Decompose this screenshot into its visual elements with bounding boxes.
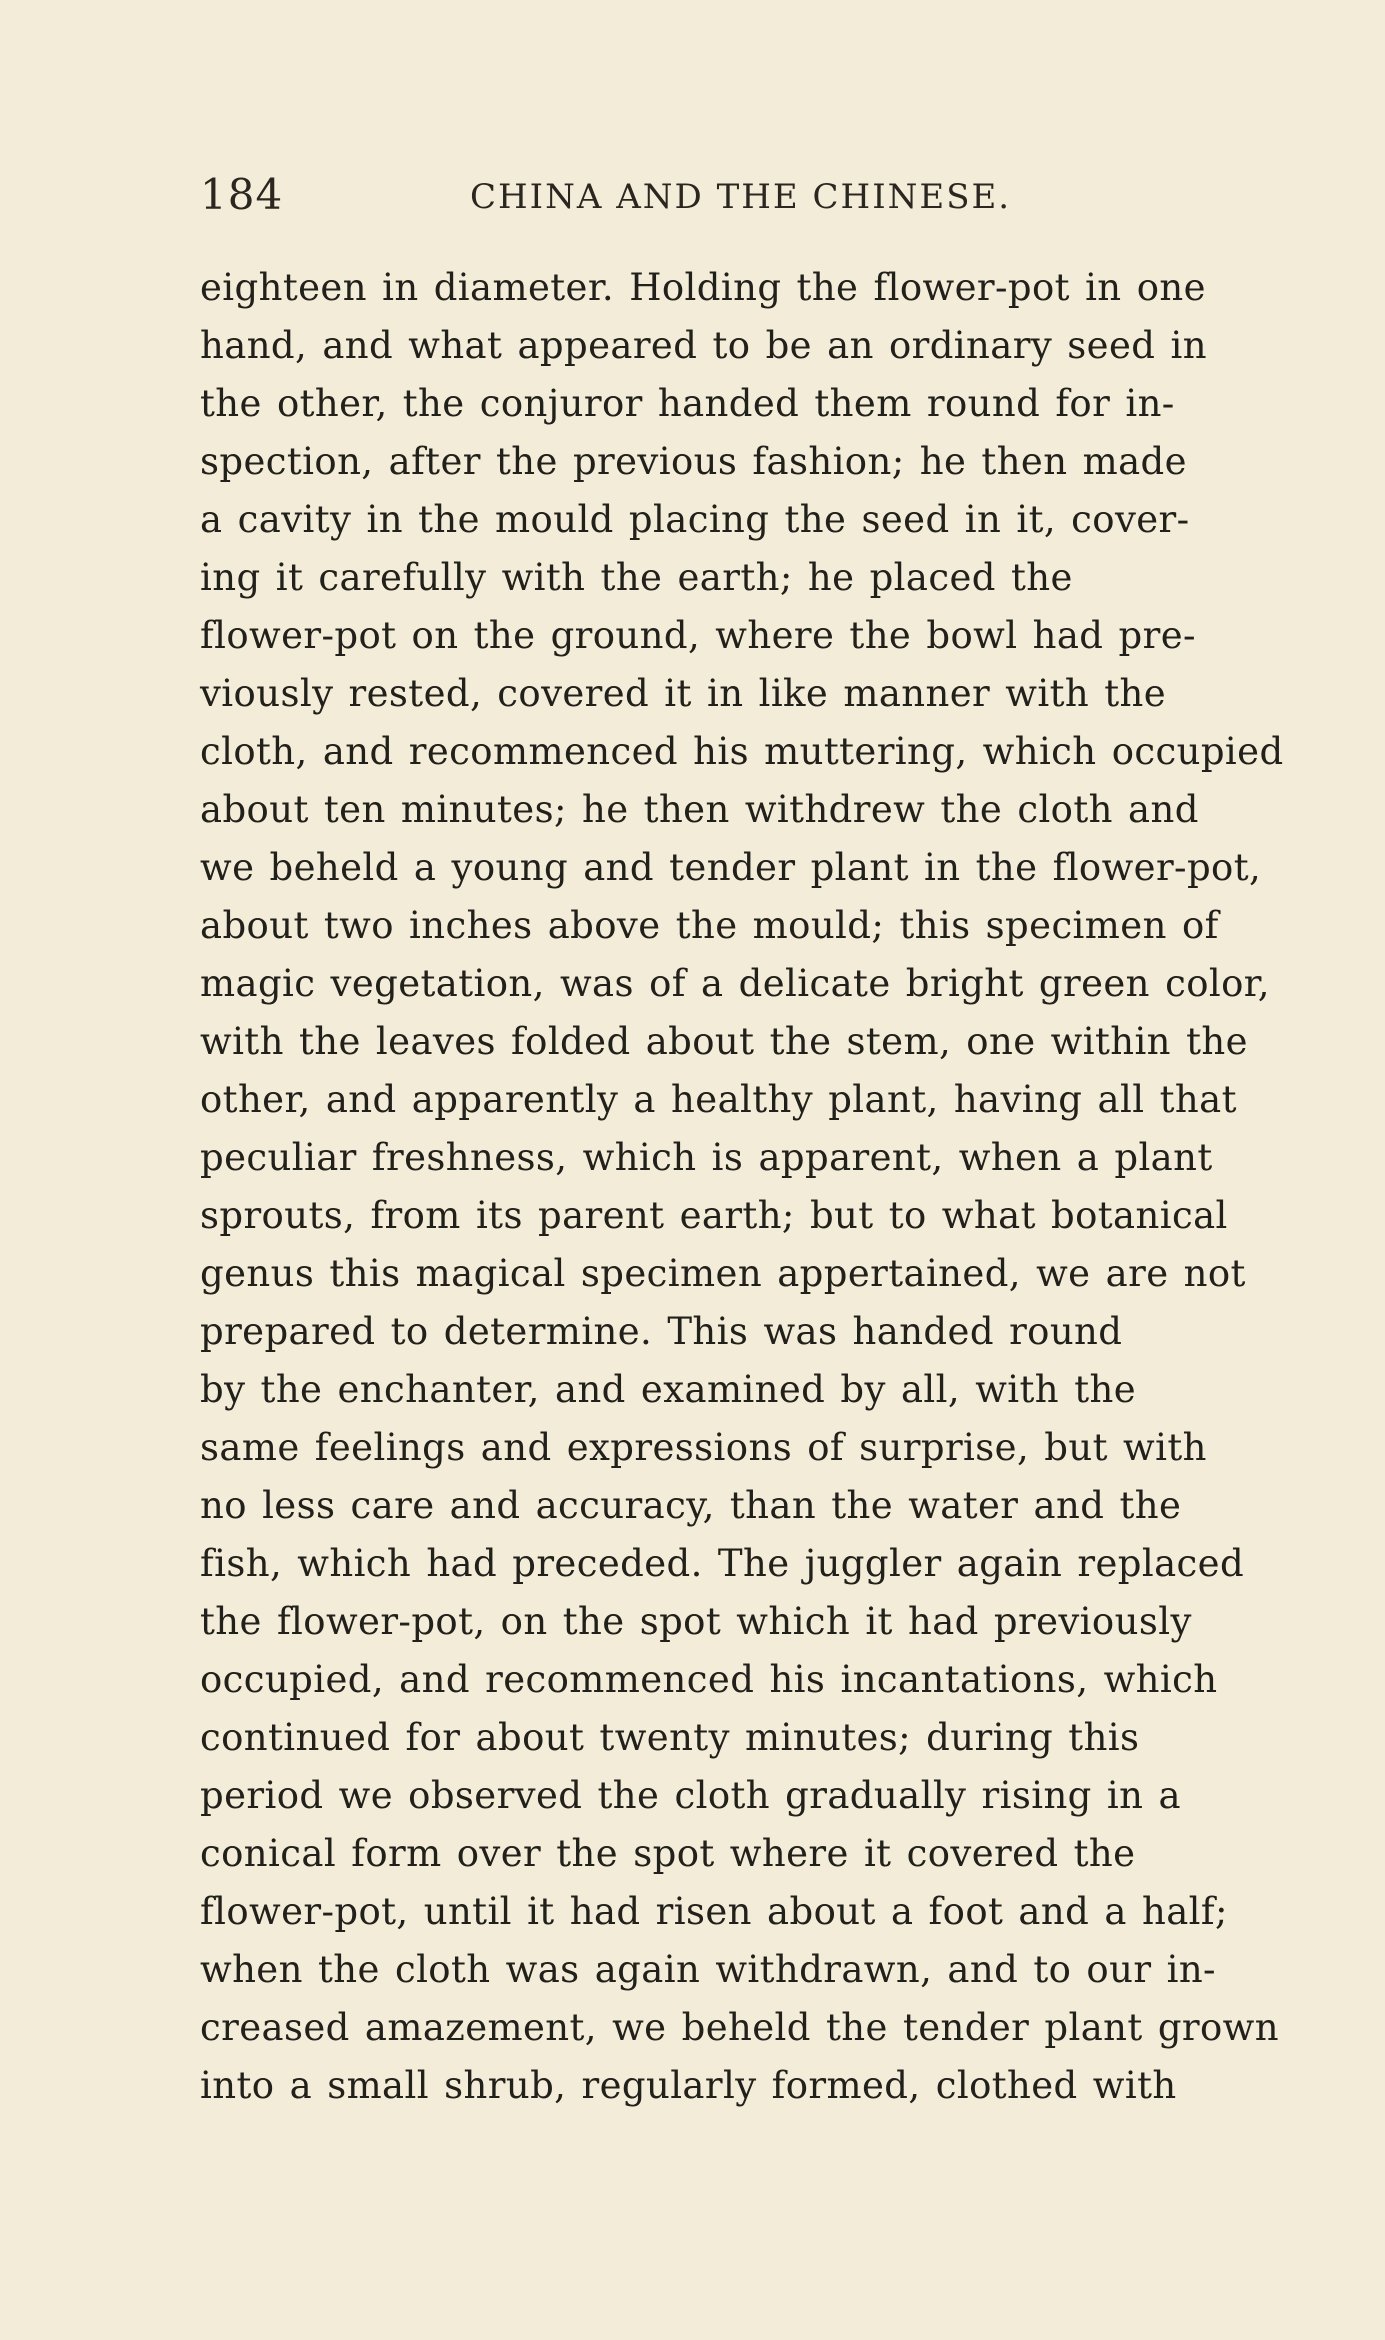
text-line: fish, which had preceded. The juggler again replaced: [200, 1542, 1245, 1585]
text-line: with the leaves folded about the stem, one within the: [200, 1020, 1248, 1063]
text-line: about two inches above the mould; this specimen of: [200, 904, 1219, 947]
text-line: cloth, and recommenced his muttering, which occupied: [200, 730, 1284, 773]
text-line: about ten minutes; he then withdrew the cloth and: [200, 788, 1199, 831]
text-line: we beheld a young and tender plant in the flower-pot,: [200, 846, 1262, 889]
text-line: no less care and accuracy, than the water and the: [200, 1484, 1182, 1527]
text-line: sprouts, from its parent earth; but to what botanical: [200, 1194, 1228, 1237]
text-line: into a small shrub, regularly formed, clothed with: [200, 2064, 1177, 2107]
text-line: creased amazement, we beheld the tender plant grown: [200, 2006, 1279, 2049]
running-title: CHINA AND THE CHINESE.: [470, 177, 1012, 217]
text-line: conical form over the spot where it covered the: [200, 1832, 1136, 1875]
text-line: ing it carefully with the earth; he placed the: [200, 556, 1073, 599]
text-line: period we observed the cloth gradually rising in a: [200, 1774, 1182, 1817]
text-line: continued for about twenty minutes; during this: [200, 1716, 1140, 1759]
text-line: the other, the conjuror handed them round for in-: [200, 382, 1175, 425]
text-line: spection, after the previous fashion; he then made: [200, 440, 1187, 483]
text-line: occupied, and recommenced his incantations, which: [200, 1658, 1218, 1701]
page-number: 184: [200, 170, 284, 219]
text-line: eighteen in diameter. Holding the flower-pot in one: [200, 266, 1206, 309]
text-line: by the enchanter, and examined by all, with the: [200, 1368, 1136, 1411]
text-line: flower-pot, until it had risen about a foot and a half;: [200, 1890, 1228, 1933]
body-text: [200, 259, 1300, 2115]
text-line: when the cloth was again withdrawn, and to our in-: [200, 1948, 1216, 1991]
text-line: flower-pot on the ground, where the bowl had pre-: [200, 614, 1196, 657]
text-line: same feelings and expressions of surprise, but with: [200, 1426, 1207, 1469]
text-line: other, and apparently a healthy plant, having all that: [200, 1078, 1237, 1121]
text-line: peculiar freshness, which is apparent, when a plant: [200, 1136, 1213, 1179]
text-line: prepared to determine. This was handed round: [200, 1310, 1123, 1353]
text-line: genus this magical specimen appertained, we are not: [200, 1252, 1246, 1295]
text-line: magic vegetation, was of a delicate bright green color,: [200, 962, 1270, 1005]
text-line: viously rested, covered it in like manner with the: [200, 672, 1167, 715]
text-line: hand, and what appeared to be an ordinary seed in: [200, 324, 1207, 367]
text-line: the flower-pot, on the spot which it had previously: [200, 1600, 1192, 1643]
running-head: [200, 165, 1040, 225]
text-line: a cavity in the mould placing the seed in it, cover-: [200, 498, 1190, 541]
